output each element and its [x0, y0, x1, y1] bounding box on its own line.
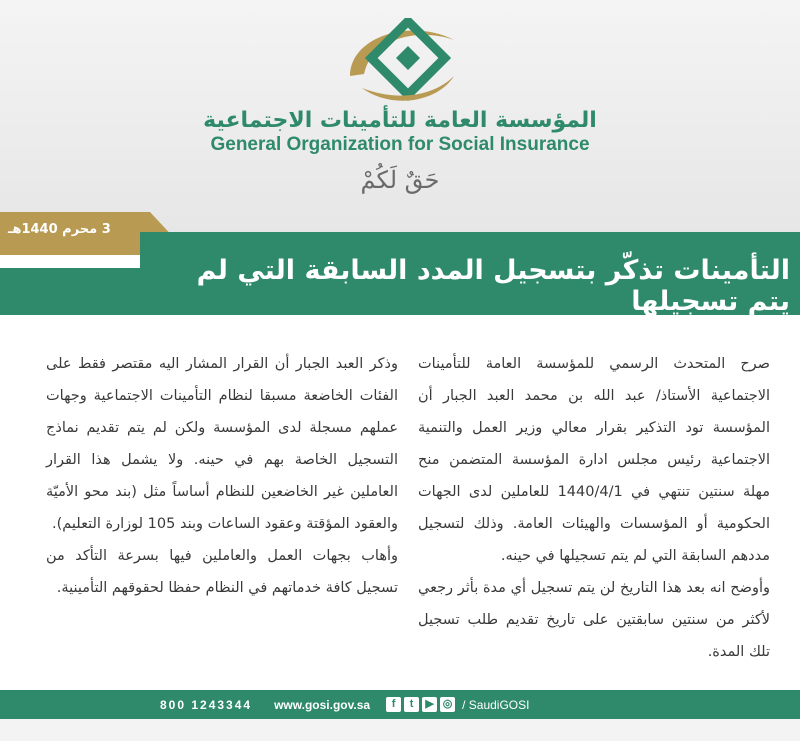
bottom-strip [0, 719, 800, 741]
org-name-english: General Organization for Social Insurance [210, 134, 590, 155]
article-column-right [418, 348, 770, 668]
publish-date: 3 محرم 1440هـ [8, 222, 111, 237]
paragraph: وأهاب بجهات العمل والعاملين فيها بسرعة التأكد من تسجيل كافة خدماتهم في النظام حفظا لحقوقهم التأمينية. [46, 548, 398, 596]
article-title: التأمينات تذكّر بتسجيل المدد السابقة التي لم يتم تسجيلها [196, 255, 790, 317]
org-name-arabic: المؤسسة العامة للتأمينات الاجتماعية [203, 108, 597, 133]
article-column-left [46, 348, 398, 604]
paragraph: وأوضح انه بعد هذا التاريخ لن يتم تسجيل أي مدة بأثر رجعي لأكثر من سنتين سابقتين على تاريخ تقديم طلب تسجيل تلك المدة. [418, 580, 770, 660]
footer-bar [0, 690, 800, 719]
website-link[interactable]: www.gosi.gov.sa [274, 697, 371, 712]
gosi-logo-icon [342, 18, 462, 110]
slogan: حَقٌ لَكُمْ [360, 166, 440, 194]
paragraph: صرح المتحدث الرسمي للمؤسسة العامة للتأمينات الاجتماعية الأستاذ/ عبد الله بن محمد العبد الجبار أن المؤسسة تود التذكير بقرار معالي وزير العمل والتنمية الاجتماعية رئيس مجلس ادارة المؤسسة المتضمن منح مهلة سنتين تنتهي في 1440/4/1 للعاملين لدى الجهات الحكومية أو المؤسسات والهيئات العامة. وذلك لتسجيل مددهم السابقة التي لم يتم تسجيلها في حينه. [418, 356, 770, 564]
social-handle[interactable]: / SaudiGOSI [462, 697, 530, 712]
paragraph: وذكر العبد الجبار أن القرار المشار اليه مقتصر فقط على الفئات الخاضعة مسبقا لنظام التأمينات الاجتماعية وجهات عملهم مسجلة لدى المؤسسة ولكن لم يتم تقديم نماذج التسجيل الخاصة بهم في حينه. ولا يشمل هذا القرار العاملين غير الخاضعين للنظام أساساً مثل (بند محو الأميّة والعقود المؤقتة وعقود الساعات وبند 105 لوزارة التعليم). [46, 356, 398, 532]
phone-number: 800 1243344 [160, 697, 253, 712]
instagram-icon[interactable]: ◎ [440, 697, 455, 712]
facebook-icon[interactable]: f [386, 697, 401, 712]
twitter-icon[interactable]: t [404, 697, 419, 712]
youtube-icon[interactable]: ▶ [422, 697, 437, 712]
